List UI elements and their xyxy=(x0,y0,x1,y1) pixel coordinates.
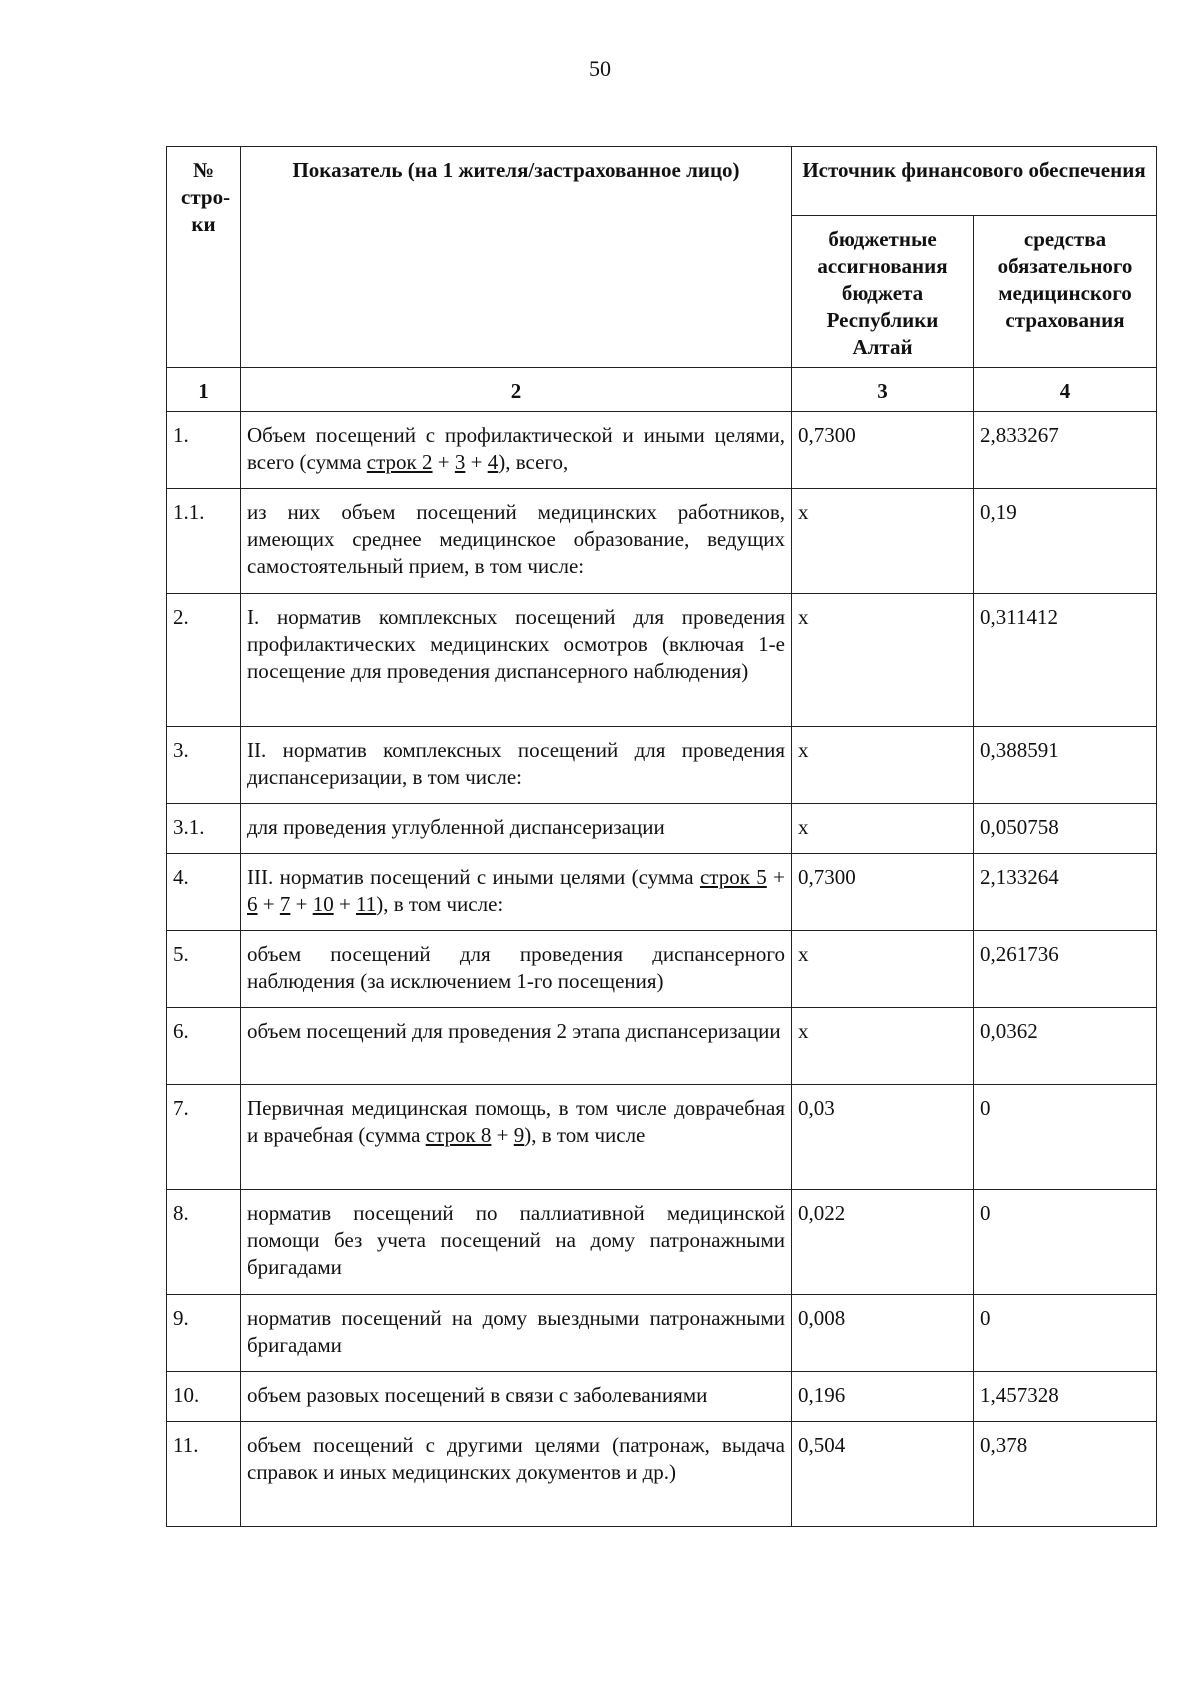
row-oms-value: 1,457328 xyxy=(974,1372,1157,1422)
row-reference-link[interactable]: строк 5 xyxy=(699,865,767,889)
row-oms-value: 2,133264 xyxy=(974,854,1157,931)
header-row-1 xyxy=(167,147,1157,216)
column-number: 1 xyxy=(167,368,241,412)
row-number: 2. xyxy=(167,594,241,727)
row-budget-value: 0,196 xyxy=(792,1372,974,1422)
row-number: 1. xyxy=(167,412,241,489)
text-part: + xyxy=(333,892,357,916)
row-reference-link[interactable]: строк 2 xyxy=(366,450,433,474)
table-row xyxy=(167,727,1157,804)
row-budget-value: х xyxy=(792,1008,974,1085)
row-indicator xyxy=(241,412,792,489)
row-budget-value: х xyxy=(792,489,974,594)
row-oms-value: 0,388591 xyxy=(974,727,1157,804)
row-budget-value: 0,504 xyxy=(792,1422,974,1527)
header-row-number: № стро- ки xyxy=(167,147,241,368)
row-indicator: объем посещений для проведения диспансерного наблюдения (за исключением 1-го посещения) xyxy=(241,931,792,1008)
row-number: 1.1. xyxy=(167,489,241,594)
row-oms-value: 2,833267 xyxy=(974,412,1157,489)
text-part: + xyxy=(432,450,455,474)
row-reference-link[interactable]: 11 xyxy=(356,892,377,916)
row-oms-value: 0,050758 xyxy=(974,804,1157,854)
row-reference-link[interactable]: 4 xyxy=(487,450,499,474)
row-number: 9. xyxy=(167,1295,241,1372)
row-oms-value: 0,19 xyxy=(974,489,1157,594)
table-row xyxy=(167,412,1157,489)
header-oms: средства обязательного медицинского страхования xyxy=(974,216,1157,368)
text-part: ), всего, xyxy=(498,450,569,474)
row-budget-value: х xyxy=(792,594,974,727)
row-indicator: норматив посещений на дому выездными патронажными бригадами xyxy=(241,1295,792,1372)
row-indicator: объем посещений с другими целями (патронаж, выдача справок и иных медицинских документов и др.) xyxy=(241,1422,792,1527)
row-budget-value: 0,022 xyxy=(792,1190,974,1295)
header-budget: бюджетные ассигнования бюджета Республики Алтай xyxy=(792,216,974,368)
table-row xyxy=(167,854,1157,931)
indicators-table xyxy=(166,146,1157,1527)
row-indicator: II. норматив комплексных посещений для проведения диспансеризации, в том числе: xyxy=(241,727,792,804)
row-budget-value: 0,7300 xyxy=(792,412,974,489)
row-indicator: объем посещений для проведения 2 этапа диспансеризации xyxy=(241,1008,792,1085)
row-indicator: объем разовых посещений в связи с заболеваниями xyxy=(241,1372,792,1422)
table-row xyxy=(167,1190,1157,1295)
row-indicator: норматив посещений по паллиативной медицинской помощи без учета посещений на дому патронажными бригадами xyxy=(241,1190,792,1295)
row-oms-value: 0 xyxy=(974,1295,1157,1372)
page-number: 50 xyxy=(589,56,611,81)
text-part: + xyxy=(465,450,488,474)
table-row xyxy=(167,1085,1157,1190)
text-part: Первичная медицинская помощь, в том числе доврачебная и врачебная (сумма xyxy=(247,1096,785,1147)
row-number: 5. xyxy=(167,931,241,1008)
header-financing-source: Источник финансового обеспечения xyxy=(792,147,1157,216)
text-part: + xyxy=(257,892,280,916)
row-oms-value: 0,261736 xyxy=(974,931,1157,1008)
text-part: + xyxy=(491,1123,514,1147)
text-part: ), в том числе xyxy=(524,1123,646,1147)
row-budget-value: х xyxy=(792,931,974,1008)
row-reference-link[interactable]: 7 xyxy=(279,892,291,916)
table-row xyxy=(167,594,1157,727)
text-part: + xyxy=(766,865,785,889)
row-budget-value: х xyxy=(792,804,974,854)
table-row xyxy=(167,1295,1157,1372)
row-indicator xyxy=(241,854,792,931)
column-number: 3 xyxy=(792,368,974,412)
row-budget-value: 0,008 xyxy=(792,1295,974,1372)
table-row xyxy=(167,931,1157,1008)
text-part: + xyxy=(290,892,313,916)
row-number: 8. xyxy=(167,1190,241,1295)
row-number: 6. xyxy=(167,1008,241,1085)
row-number: 11. xyxy=(167,1422,241,1527)
row-budget-value: х xyxy=(792,727,974,804)
row-number: 10. xyxy=(167,1372,241,1422)
row-indicator: I. норматив комплексных посещений для проведения профилактических медицинских осмотров (включая 1-е посещение для проведения диспансерного наблюдения) xyxy=(241,594,792,727)
row-budget-value: 0,03 xyxy=(792,1085,974,1190)
table-row xyxy=(167,1422,1157,1527)
row-reference-link[interactable]: 10 xyxy=(312,892,334,916)
text-part: Объем посещений с профилактической и иными целями, всего (сумма xyxy=(247,423,785,474)
text-part: ), в том числе: xyxy=(376,892,504,916)
row-reference-link[interactable]: строк 8 xyxy=(425,1123,492,1147)
row-oms-value: 0 xyxy=(974,1190,1157,1295)
table-row xyxy=(167,1372,1157,1422)
row-oms-value: 0,311412 xyxy=(974,594,1157,727)
text-part: III. норматив посещений с иными целями (сумма xyxy=(247,865,700,889)
column-number: 2 xyxy=(241,368,792,412)
column-number: 4 xyxy=(974,368,1157,412)
table-row xyxy=(167,804,1157,854)
row-reference-link[interactable]: 3 xyxy=(454,450,466,474)
table-row xyxy=(167,1008,1157,1085)
row-number: 3. xyxy=(167,727,241,804)
column-numbers-row xyxy=(167,368,1157,412)
row-indicator: из них объем посещений медицинских работников, имеющих среднее медицинское образование, ведущих самостоятельный прием, в том числе: xyxy=(241,489,792,594)
row-oms-value: 0,0362 xyxy=(974,1008,1157,1085)
row-number: 4. xyxy=(167,854,241,931)
row-reference-link[interactable]: 9 xyxy=(513,1123,525,1147)
row-oms-value: 0 xyxy=(974,1085,1157,1190)
header-indicator: Показатель (на 1 жителя/застрахованное лицо) xyxy=(241,147,792,368)
row-indicator: для проведения углубленной диспансеризации xyxy=(241,804,792,854)
row-indicator xyxy=(241,1085,792,1190)
row-number: 7. xyxy=(167,1085,241,1190)
table-row xyxy=(167,489,1157,594)
row-budget-value: 0,7300 xyxy=(792,854,974,931)
row-number: 3.1. xyxy=(167,804,241,854)
row-oms-value: 0,378 xyxy=(974,1422,1157,1527)
row-reference-link[interactable]: 6 xyxy=(247,892,258,916)
